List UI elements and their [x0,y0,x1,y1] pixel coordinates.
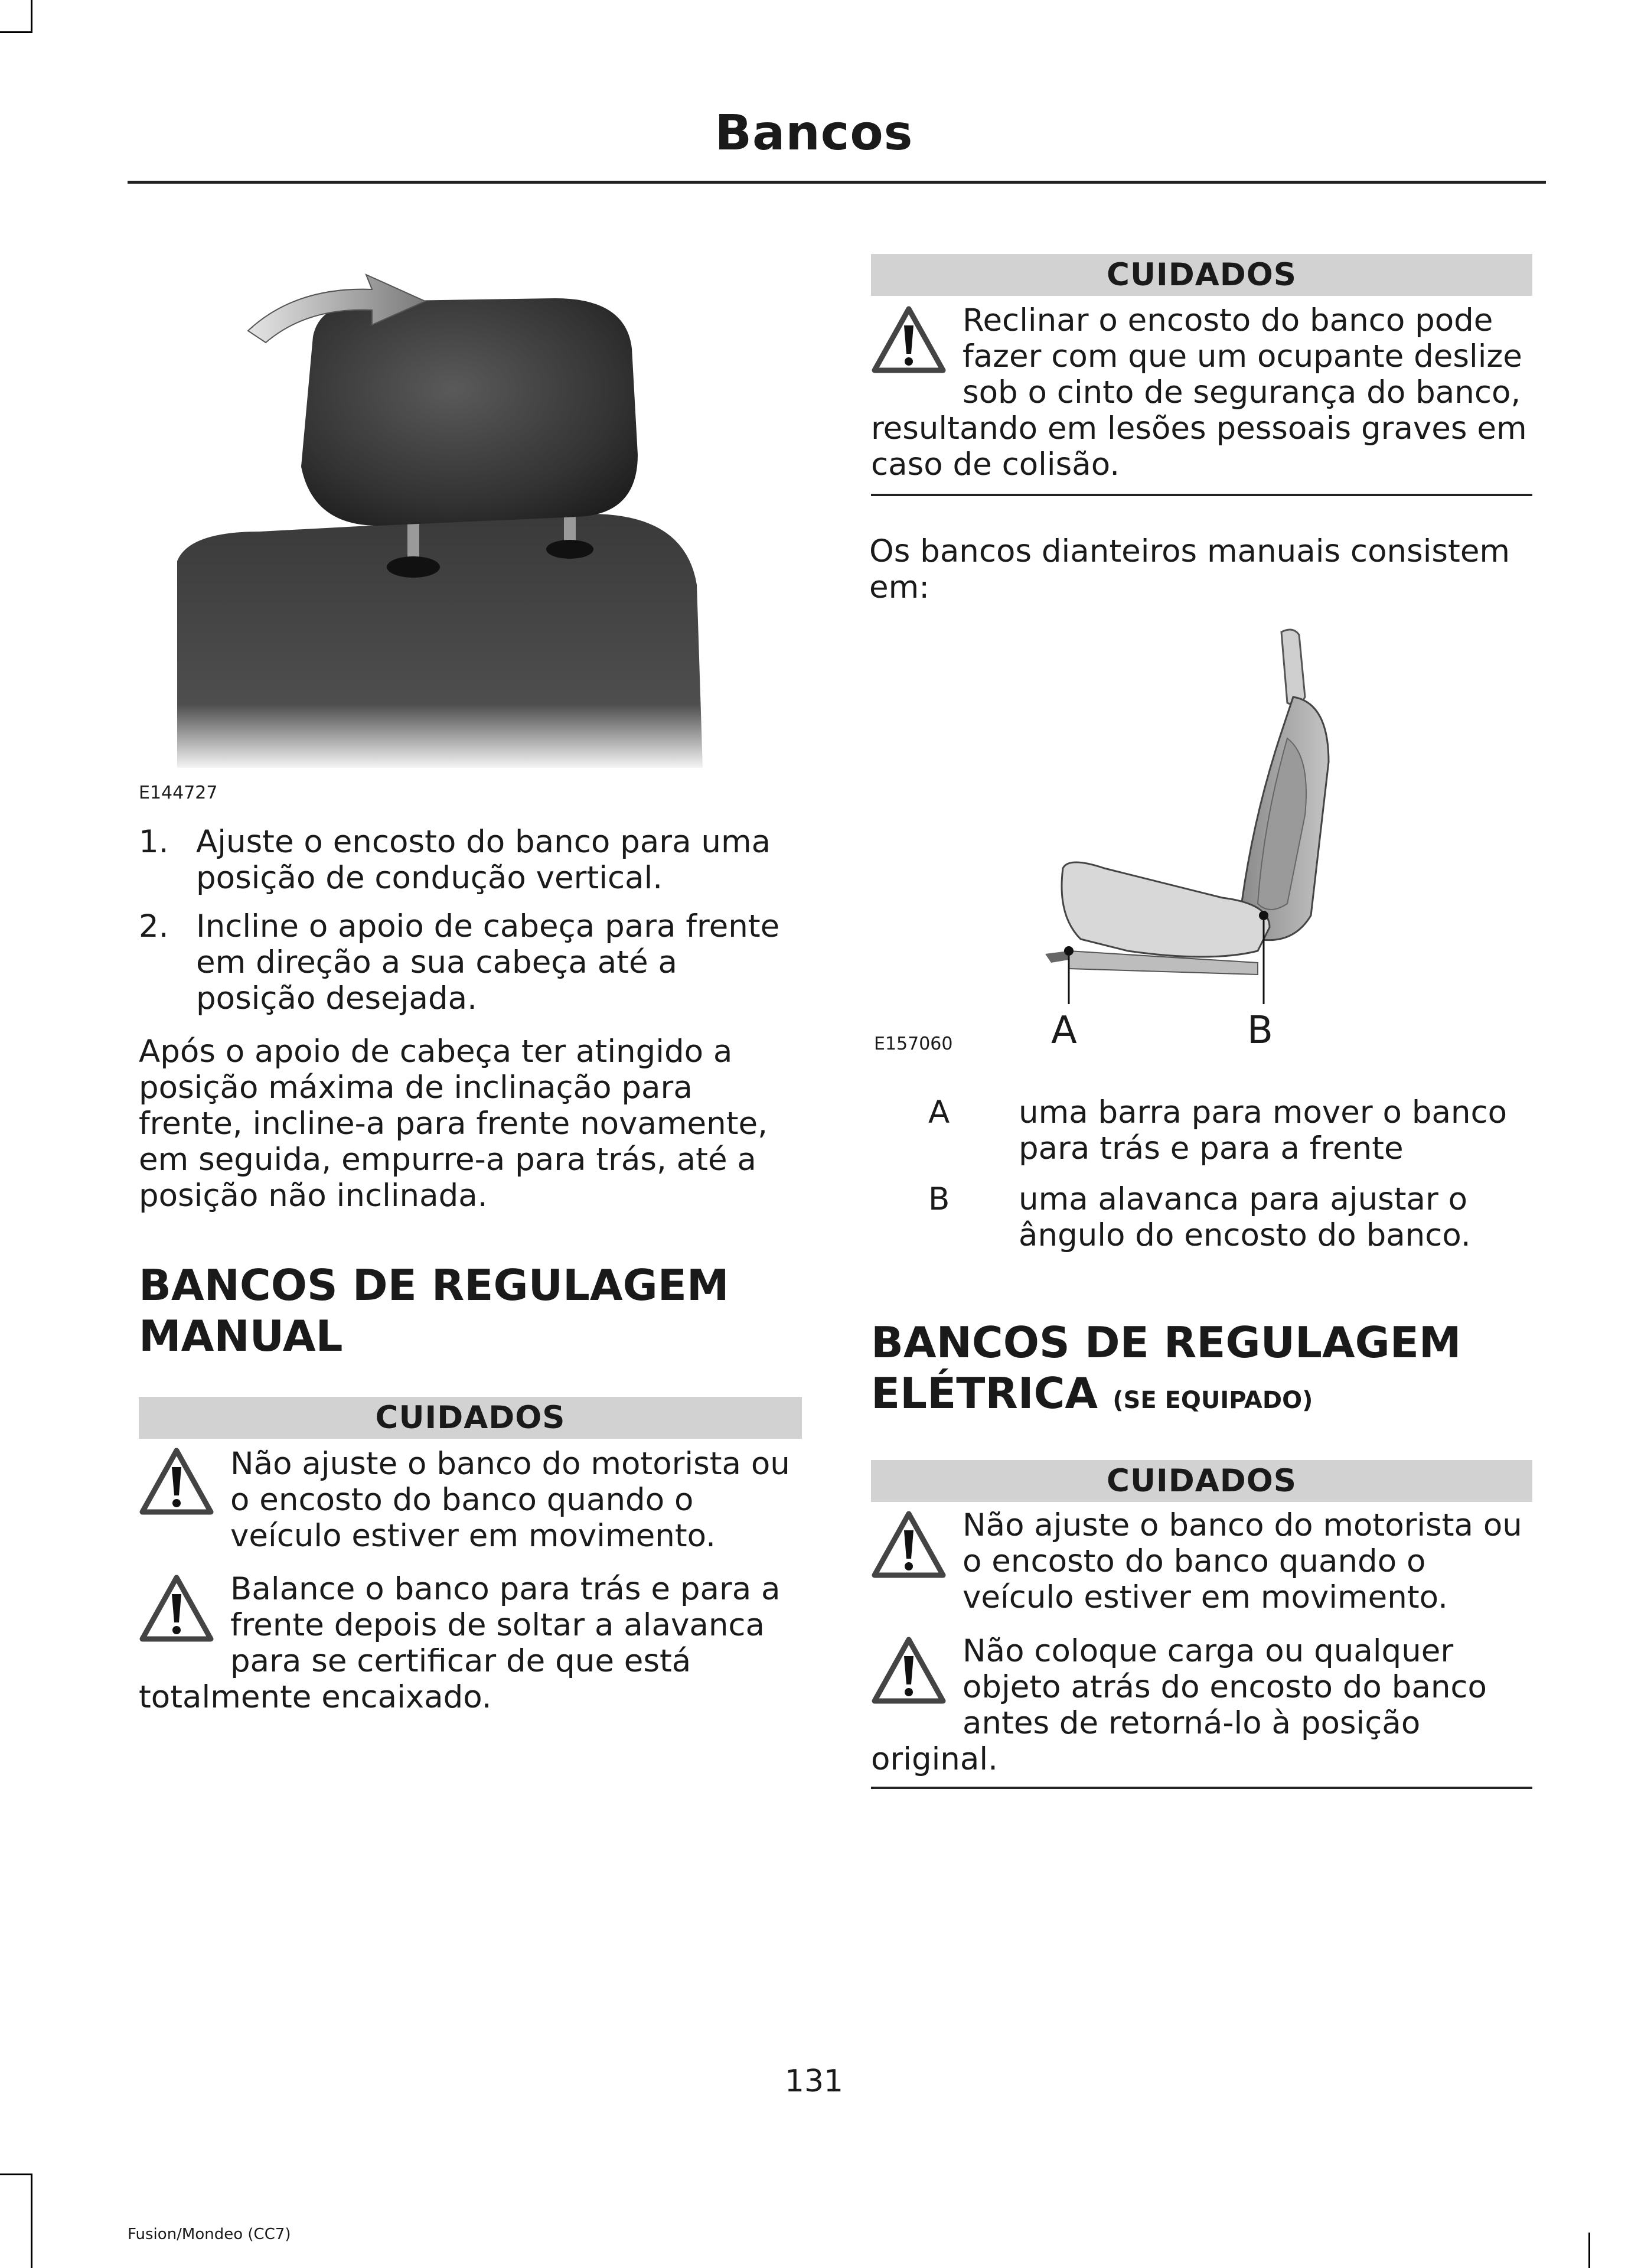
warning-text: Não ajuste o banco do motorista ou o encosto do banco quando o veículo estiver em movimento. [230,1446,790,1554]
section-heading-qualifier: (SE EQUIPADO) [1112,1387,1313,1414]
warning-text-line: resultando em lesões pessoais graves em [871,410,1527,447]
body-paragraph: Após o apoio de cabeça ter atingido a posição máxima de inclinação para frente, incline-a para frente novamente, em seguida, empurre-a para trás, até a posição não inclinada. [139,1034,768,1214]
legend-text: uma alavanca para ajustar o ângulo do encosto do banco. [1019,1181,1471,1253]
warning-triangle-icon [139,1573,214,1644]
warning-text-line: Não coloque carga ou qualquer [963,1633,1454,1669]
intro-paragraph: Os bancos dianteiros manuais consistem em: [869,533,1510,605]
warning-triangle-icon [871,1509,947,1580]
warning-text-line: totalmente encaixado. [139,1679,492,1715]
caution-heading: CUIDADOS [139,1397,802,1439]
caution-heading: CUIDADOS [871,254,1532,296]
section-heading [871,1317,1556,1426]
warning-text-line: sob o cinto de segurança do banco, [963,374,1521,410]
seat-illustration [1033,620,1364,1045]
section-heading [139,1260,806,1361]
crop-mark [0,31,32,33]
crop-mark [31,2174,32,2268]
figure-id: E157060 [874,1034,953,1054]
legend-key: A [928,1094,950,1130]
footer-model: Fusion/Mondeo (CC7) [128,2225,291,2243]
section-heading-line: BANCOS DE REGULAGEM [139,1260,729,1310]
step-text: Ajuste o encosto do banco para uma posição de condução vertical. [196,824,771,896]
caution-heading: CUIDADOS [871,1460,1532,1502]
warning-text-line: frente depois de soltar a alavanca [230,1607,765,1643]
section-heading-line: MANUAL [139,1311,343,1361]
warning-text: Não ajuste o banco do motorista ou o encosto do banco quando o veículo estiver em movimento. [963,1507,1522,1615]
crop-mark [1588,2233,1590,2268]
section-heading-word: ELÉTRICA [871,1368,1098,1418]
step-number: 1. [139,824,169,860]
legend-key: B [928,1181,950,1217]
figure-id: E144727 [139,783,218,803]
warning-text-line: caso de colisão. [871,447,1120,483]
step-text: Incline o apoio de cabeça para frente em direção a sua cabeça até a posição desejada. [196,908,780,1016]
warning-triangle-icon [871,304,947,375]
step-number: 2. [139,908,169,944]
crop-mark [0,2174,32,2175]
callout-label-a: A [1051,1009,1077,1052]
warning-triangle-icon [871,1635,947,1706]
warning-triangle-icon [139,1446,214,1517]
crop-mark [31,0,32,33]
section-heading-line: BANCOS DE REGULAGEM [871,1318,1461,1367]
page-title: Bancos [715,105,913,161]
warning-text-line: antes de retorná-lo à posição [963,1705,1421,1741]
warning-text-line: Balance o banco para trás e para a [230,1571,781,1607]
legend-text: uma barra para mover o banco para trás e para a frente [1019,1094,1508,1166]
headrest-illustration [177,254,720,768]
caution-end-rule [871,494,1532,496]
warning-text-line: fazer com que um ocupante deslize [963,338,1522,374]
callout-label-b: B [1247,1009,1273,1052]
warning-text-line: Reclinar o encosto do banco pode [963,302,1493,338]
warning-text-line: original. [871,1741,998,1777]
page-number: 131 [784,2064,844,2099]
warning-text-line: para se certificar de que está [230,1643,691,1679]
title-divider [128,181,1546,184]
caution-end-rule [871,1787,1532,1789]
warning-text-line: objeto atrás do encosto do banco [963,1669,1487,1705]
section-heading-line [871,1368,1556,1426]
